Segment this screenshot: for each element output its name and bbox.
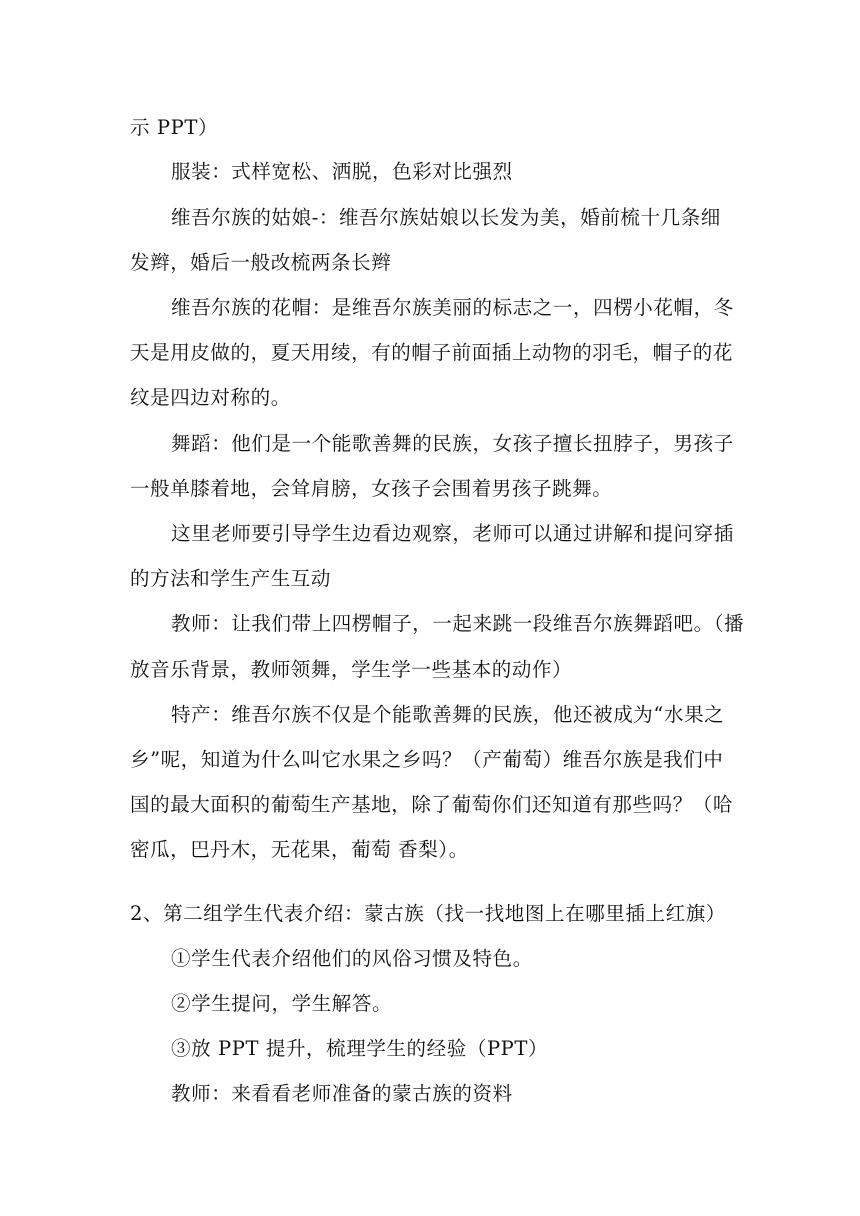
text-line-1: 示 PPT） bbox=[130, 116, 219, 139]
text-line-7: 纹是四边对称的。 bbox=[130, 386, 291, 409]
text-line-9: 一般单膝着地，会耸肩膀，女孩子会围着男孩子跳舞。 bbox=[130, 477, 613, 500]
text-line-8: 舞蹈：他们是一个能歌善舞的民族，女孩子擅长扭脖子，男孩子 bbox=[171, 432, 734, 455]
text-line-13: 放音乐背景，教师领舞，学生学一些基本的动作） bbox=[130, 658, 573, 681]
text-line-12: 教师：让我们带上四楞帽子，一起来跳一段维吾尔族舞蹈吧。（播 bbox=[171, 612, 745, 635]
text-line-15: 乡”呢，知道为什么叫它水果之乡吗？（产葡萄）维吾尔族是我们中 bbox=[130, 748, 724, 771]
text-line-16: 国的最大面积的葡萄生产基地，除了葡萄你们还知道有那些吗？（哈 bbox=[130, 793, 734, 816]
text-line-4: 发辫，婚后一般改梳两条长辫 bbox=[130, 251, 392, 274]
text-line-10: 这里老师要引导学生边看边观察，老师可以通过讲解和提问穿插 bbox=[171, 522, 734, 545]
section-heading-2: 2、第二组学生代表介绍：蒙古族（找一找地图上在哪里插上红旗） bbox=[130, 902, 726, 925]
text-line-6: 天是用皮做的，夏天用绫，有的帽子前面插上动物的羽毛，帽子的花 bbox=[130, 341, 734, 364]
text-line-11: 的方法和学生产生互动 bbox=[130, 567, 332, 590]
text-line-3: 维吾尔族的姑娘-：维吾尔族姑娘以长发为美，婚前梳十几条细 bbox=[171, 206, 721, 229]
text-line-19: ①学生代表介绍他们的风俗习惯及特色。 bbox=[171, 947, 533, 970]
text-line-21: ③放 PPT 提升，梳理学生的经验（PPT） bbox=[171, 1037, 549, 1060]
text-line-14: 特产：维吾尔族不仅是个能歌善舞的民族，他还被成为“水果之 bbox=[171, 703, 725, 726]
text-line-17: 密瓜，巴丹木，无花果，葡萄 香梨）。 bbox=[130, 838, 469, 861]
text-line-2: 服装：式样宽松、洒脱，色彩对比强烈 bbox=[171, 160, 513, 183]
text-line-20: ②学生提问，学生解答。 bbox=[171, 992, 393, 1015]
text-line-22: 教师：来看看老师准备的蒙古族的资料 bbox=[171, 1082, 513, 1105]
text-line-5: 维吾尔族的花帽：是维吾尔族美丽的标志之一，四楞小花帽，冬 bbox=[171, 296, 734, 319]
